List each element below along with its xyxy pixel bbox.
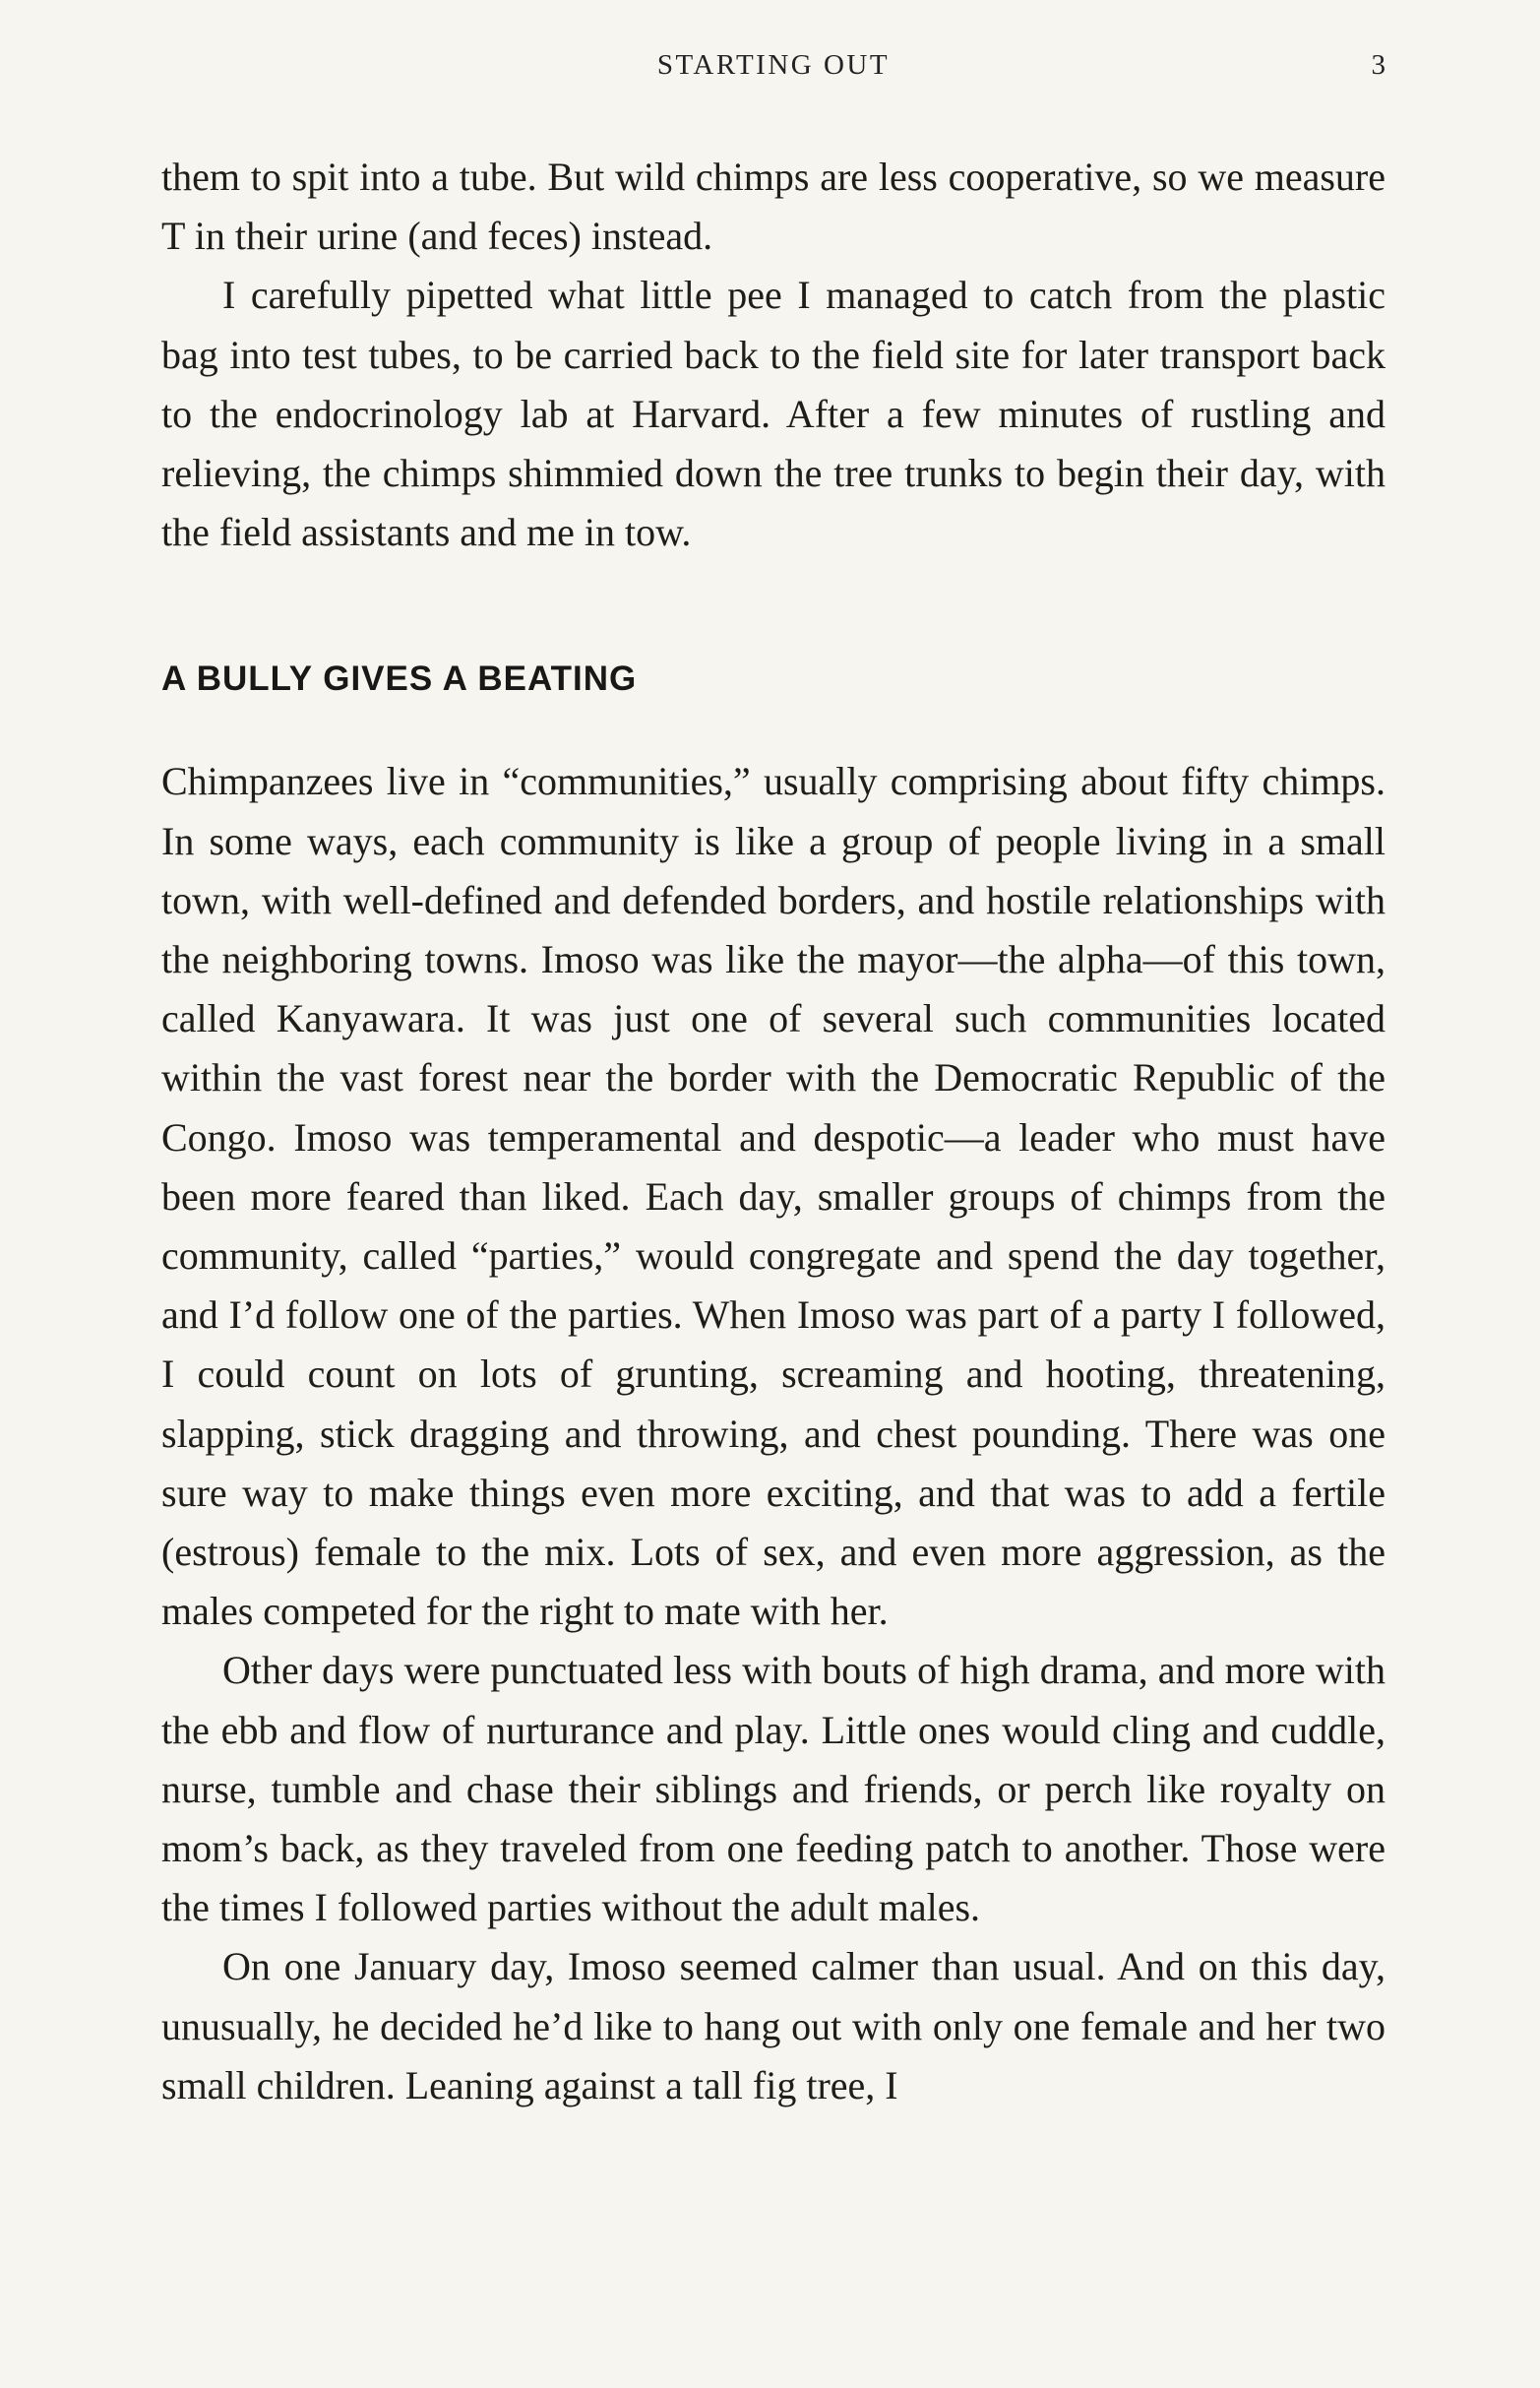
paragraph-other-days: Other days were punctuated less with bouts of high drama, and more with the ebb and flow of nurturance and play. Little ones would cling and cuddle, nurse, tumble and chase their siblings and friends, or perch like royalty on mom’s back, as they traveled from one feeding patch to another. Those were the times I followed parties without the adult males. <box>161 1648 1386 1930</box>
running-title: STARTING OUT <box>656 49 891 81</box>
paragraph-communities: Chimpanzees live in “communities,” usually comprising about fifty chimps. In some ways, each community is like a group of people living in a small town, with well-defined and defended borders, and hostile relationships with the neighboring towns. Imoso was like the mayor—the alpha—of this town, called Kanyawara. It was just one of several such communities located within the vast forest near the border with the Democratic Republic of the Congo. Imoso was temperamental and despotic—a leader who must have been more feared than liked. Each day, smaller groups of chimps from the community, called “parties,” would congregate and spend the day together, and I’d follow one of the parties. When Imoso was part of a party I followed, I could count on lots of grunting, screaming and hooting, threatening, slapping, stick dragging and throwing, and chest pounding. There was one sure way to make things even more exciting, and that was to add a fertile (estrous) female to the mix. Lots of sex, and even more aggression, as the males competed for the right to mate with her. <box>161 759 1386 1634</box>
paragraph-continuation: them to spit into a tube. But wild chimps are less cooperative, so we measure T in their urine (and feces) instead. <box>161 155 1386 259</box>
running-header <box>161 49 1386 89</box>
section-heading: A BULLY GIVES A BEATING <box>161 660 638 699</box>
paragraph-january-day: On one January day, Imoso seemed calmer than usual. And on this day, unusually, he decided he’d like to hang out with only one female and her two small children. Leaning against a tall fig tree, I <box>161 1944 1386 2107</box>
page-number: 3 <box>1371 49 1386 81</box>
paragraph-pipetting: I carefully pipetted what little pee I managed to catch from the plastic bag into test tubes, to be carried back to the field site for later transport back to the endocrinology lab at Harvard. After a few minutes of rustling and relieving, the chimps shimmied down the tree trunks to begin their day, with the field assistants and me in tow. <box>161 273 1386 555</box>
body-text <box>161 148 1386 2115</box>
